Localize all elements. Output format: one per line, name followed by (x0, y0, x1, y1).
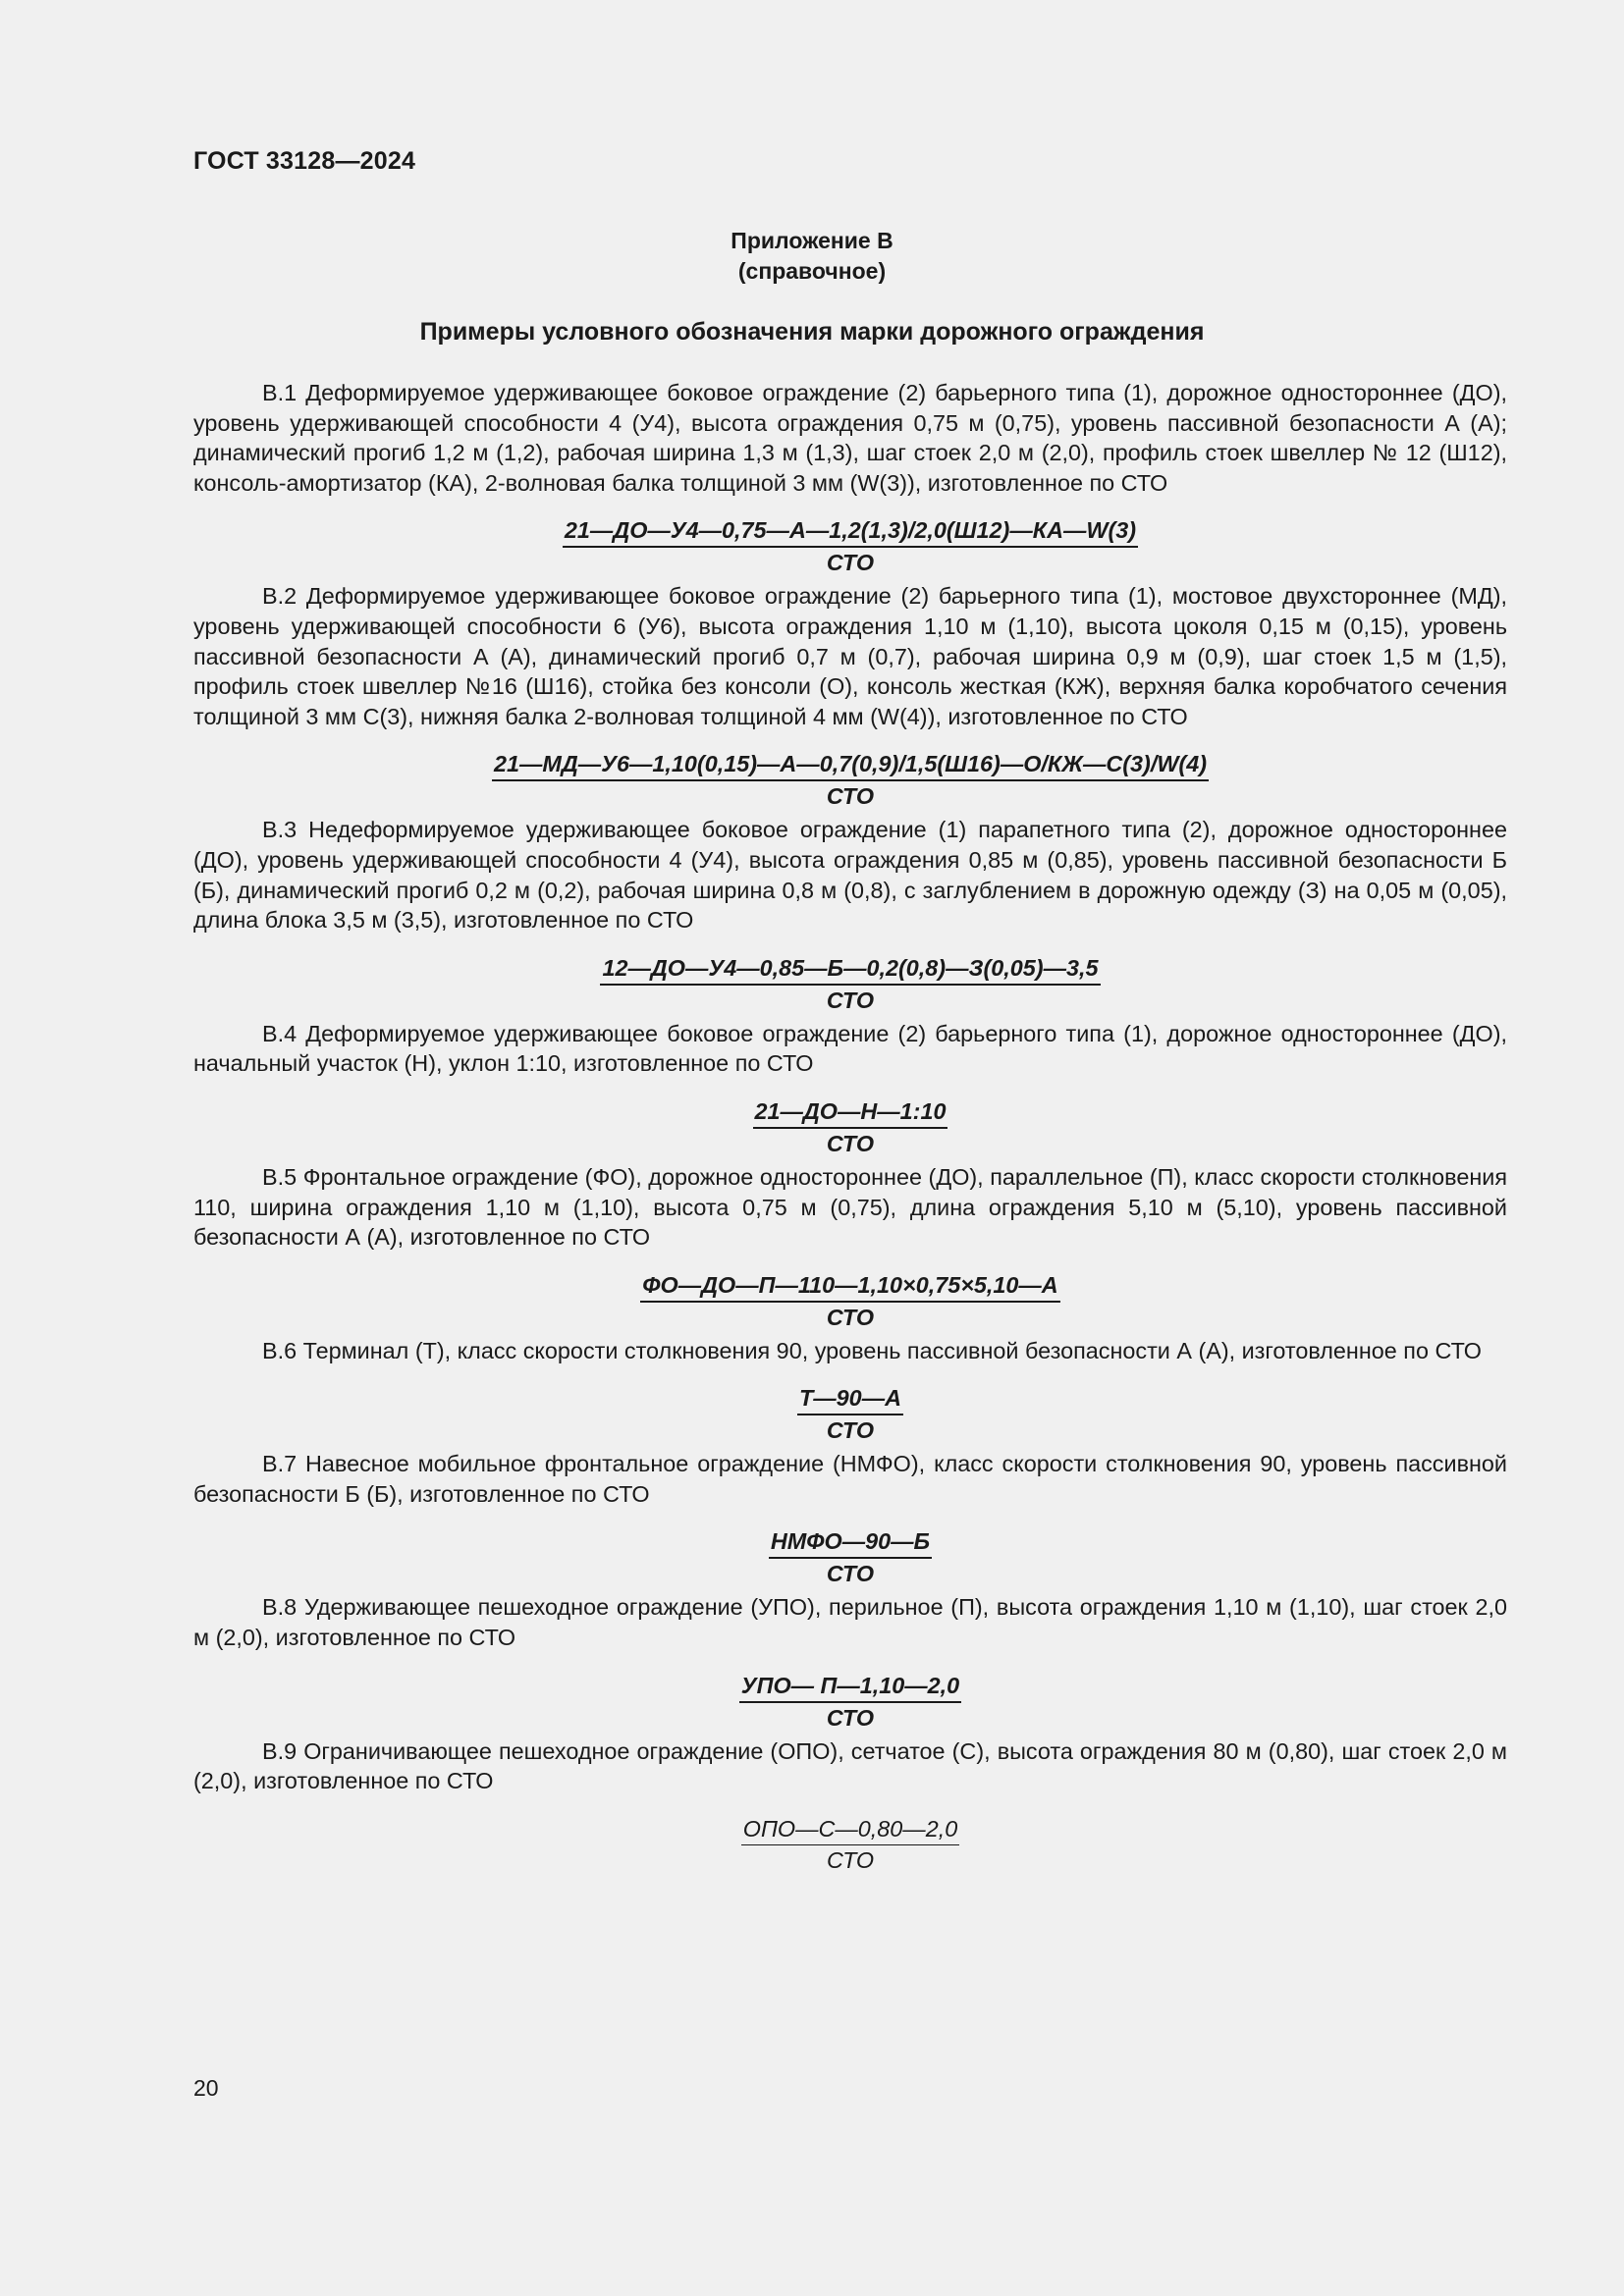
example-text-1: В.1 Деформируемое удерживающее боковое ограждение (2) барьерного типа (1), дорожное одностороннее (ДО), уровень удерживающей способности 4 (У4), высота ограждения 0,75 м (0,75), уровень пассивной безопасности А (А); динамический прогиб 1,2 м (1,2), рабочая ширина 1,3 м (1,3), шаг стоек 2,0 м (2,0), профиль стоек швеллер № 12 (Ш12), консоль-амортизатор (КА), 2-волновая балка толщиной 3 мм (W(3)), изготовленное по СТО (193, 380, 1507, 496)
formula-numerator: Т—90—А (797, 1383, 903, 1415)
example-text-7: В.7 Навесное мобильное фронтальное ограждение (НМФО), класс скорости столкновения 90, уровень пассивной безопасности Б (Б), изготовленное по СТО (193, 1451, 1507, 1507)
appendix-heading (0, 226, 1624, 287)
example-text-4: В.4 Деформируемое удерживающее боковое ограждение (2) барьерного типа (1), дорожное одностороннее (ДО), начальный участок (Н), уклон 1:10, изготовленное по СТО (193, 1020, 1507, 1077)
designation-formula-3 (193, 953, 1507, 1015)
designation-formula-1 (193, 515, 1507, 577)
examples-content (193, 378, 1507, 1879)
example-text-8: В.8 Удерживающее пешеходное ограждение (УПО), перильное (П), высота ограждения 1,10 м (1,10), шаг стоек 2,0 м (2,0), изготовленное по СТО (193, 1594, 1507, 1651)
formula-denominator: СТО (826, 1130, 875, 1156)
formula-denominator: СТО (826, 1561, 875, 1587)
formula-numerator: УПО— П—1,10—2,0 (739, 1671, 961, 1703)
designation-formula-5 (193, 1270, 1507, 1332)
formula-denominator: СТО (826, 987, 875, 1013)
formula-numerator: 12—ДО—У4—0,85—Б—0,2(0,8)—З(0,05)—3,5 (600, 953, 1100, 986)
appendix-subtitle: (справочное) (737, 258, 887, 284)
example-text-6: В.6 Терминал (Т), класс скорости столкновения 90, уровень пассивной безопасности А (А), изготовленное по СТО (262, 1337, 1482, 1363)
formula-denominator: СТО (826, 550, 875, 576)
formula-denominator: СТО (826, 1304, 875, 1330)
designation-formula-7 (193, 1526, 1507, 1588)
appendix-title: Приложение В (731, 228, 893, 253)
section-title: Примеры условного обозначения марки дорожного ограждения (419, 318, 1205, 346)
formula-numerator: НМФО—90—Б (769, 1526, 932, 1559)
formula-numerator: 21—ДО—Н—1:10 (753, 1096, 948, 1129)
formula-denominator: СТО (826, 1417, 875, 1444)
formula-numerator: ФО—ДО—П—110—1,10×0,75×5,10—А (640, 1270, 1059, 1303)
designation-formula-8 (193, 1671, 1507, 1733)
designation-formula-2 (193, 749, 1507, 811)
document-header: ГОСТ 33128—2024 (193, 147, 416, 175)
designation-formula-6 (193, 1383, 1507, 1445)
example-text-3: В.3 Недеформируемое удерживающее боковое ограждение (1) парапетного типа (2), дорожное одностороннее (ДО), уровень удерживающей способности 4 (У4), высота ограждения 0,85 м (0,85), уровень пассивной безопасности Б (Б), динамический прогиб 0,2 м (0,2), рабочая ширина 0,8 м (0,8), с заглублением в дорожную одежду (З) на 0,05 м (0,05), длина блока 3,5 м (3,5), изготовленное по СТО (193, 817, 1507, 934)
formula-numerator: ОПО—С—0,80—2,0 (741, 1814, 959, 1845)
page-number: 20 (193, 2075, 219, 2101)
formula-denominator: СТО (826, 783, 875, 810)
formula-numerator: 21—ДО—У4—0,75—А—1,2(1,3)/2,0(Ш12)—КА—W(3) (563, 515, 1138, 548)
formula-numerator: 21—МД—У6—1,10(0,15)—А—0,7(0,9)/1,5(Ш16)—О/КЖ—С(3)/W(4) (492, 749, 1209, 781)
example-text-9: В.9 Ограничивающее пешеходное ограждение (ОПО), сетчатое (С), высота ограждения 80 м (0,80), шаг стоек 2,0 м (2,0), изготовленное по СТО (193, 1737, 1507, 1794)
formula-denominator: СТО (826, 1704, 875, 1731)
example-text-2: В.2 Деформируемое удерживающее боковое ограждение (2) барьерного типа (1), мостовое двухстороннее (МД), уровень удерживающей способности 6 (У6), высота ограждения 1,10 м (1,10), высота цоколя 0,15 м (0,15), уровень пассивной безопасности А (А), динамический прогиб 0,7 м (0,7), рабочая ширина 0,9 м (0,9), шаг стоек 1,5 м (1,5), профиль стоек швеллер №16 (Ш16), стойка без консоли (О), консоль жесткая (КЖ), верхняя балка коробчатого сечения толщиной 3 мм С(3), нижняя балка 2-волновая толщиной 4 мм (W(4)), изготовленное по СТО (193, 583, 1507, 729)
designation-formula-4 (193, 1096, 1507, 1158)
designation-formula-9 (193, 1814, 1507, 1875)
formula-denominator: СТО (826, 1846, 875, 1873)
example-text-5: В.5 Фронтальное ограждение (ФО), дорожное одностороннее (ДО), параллельное (П), класс скорости столкновения 110, ширина ограждения 1,10 м (1,10), высота 0,75 м (0,75), длина ограждения 5,10 м (5,10), уровень пассивной безопасности А (А), изготовленное по СТО (193, 1163, 1507, 1251)
